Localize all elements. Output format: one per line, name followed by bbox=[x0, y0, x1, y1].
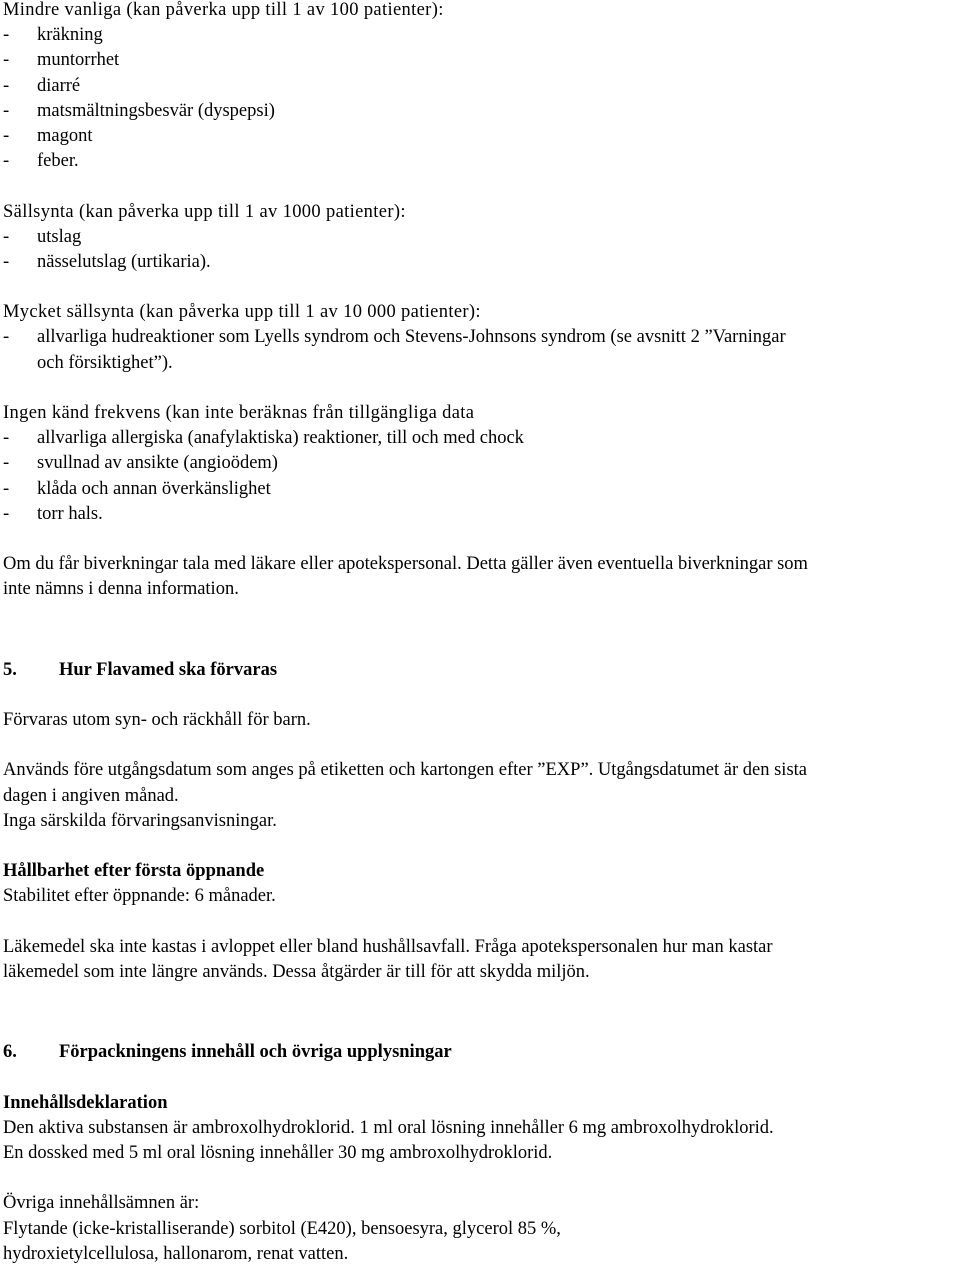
other-ingredients-line: hydroxietylcellulosa, hallonarom, renat vatten. bbox=[3, 1243, 349, 1264]
expiry-paragraph-line: dagen i angiven månad. bbox=[3, 785, 179, 806]
dash: - bbox=[3, 226, 10, 247]
list-item bbox=[3, 124, 953, 149]
list-item bbox=[3, 74, 953, 99]
list-item bbox=[3, 451, 953, 476]
list-item-text: torr hals. bbox=[37, 503, 103, 524]
dash: - bbox=[3, 453, 10, 474]
list-item-text: feber. bbox=[37, 151, 79, 172]
storage-paragraph: Förvaras utom syn- och räckhåll för barn. bbox=[3, 710, 311, 731]
list-item-text: allvarliga hudreaktioner som Lyells syndrom och Stevens-Johnsons syndrom (se avsnitt 2 ”Varningar bbox=[37, 327, 786, 348]
dash: - bbox=[3, 100, 10, 121]
dash: - bbox=[3, 50, 10, 71]
other-ingredients-line: Flytande (icke-kristalliserande) sorbitol (E420), bensoesyra, glycerol 85 %, bbox=[3, 1218, 561, 1239]
other-ingredients-heading: Övriga innehållsämnen är: bbox=[3, 1193, 200, 1214]
list-item bbox=[3, 426, 953, 451]
report-paragraph-line: Om du får biverkningar tala med läkare eller apotekspersonal. Detta gäller även eventuella biverkningar som bbox=[3, 554, 808, 575]
section-title: Hur Flavamed ska förvaras bbox=[59, 659, 278, 680]
list-item bbox=[3, 23, 953, 48]
list-item bbox=[3, 99, 953, 124]
dash: - bbox=[3, 125, 10, 146]
dash: - bbox=[3, 478, 10, 499]
shelf-life-subheading: Hållbarhet efter första öppnande bbox=[3, 861, 265, 882]
list-item-text: nässelutslag (urtikaria). bbox=[37, 251, 211, 272]
list-item-text: matsmältningsbesvär (dyspepsi) bbox=[37, 100, 275, 121]
section-title: Förpackningens innehåll och övriga upplysningar bbox=[59, 1042, 452, 1063]
declaration-subheading: Innehållsdeklaration bbox=[3, 1092, 168, 1113]
list-item bbox=[3, 225, 953, 250]
list-item bbox=[3, 502, 953, 527]
declaration-line: Den aktiva substansen är ambroxolhydroklorid. 1 ml oral lösning innehåller 6 mg ambroxolhydroklorid. bbox=[3, 1117, 774, 1138]
dash: - bbox=[3, 25, 10, 46]
storage-conditions-line: Inga särskilda förvaringsanvisningar. bbox=[3, 810, 277, 831]
dash: - bbox=[3, 151, 10, 172]
leaflet-page bbox=[3, 0, 953, 1267]
list-item-text: magont bbox=[37, 125, 93, 146]
dash: - bbox=[3, 503, 10, 524]
dash: - bbox=[3, 75, 10, 96]
disposal-paragraph-line: läkemedel som inte längre används. Dessa åtgärder är till för att skydda miljön. bbox=[3, 961, 590, 982]
list-item-text: utslag bbox=[37, 226, 82, 247]
list-item-text: klåda och annan överkänslighet bbox=[37, 478, 271, 499]
list-item-text: diarré bbox=[37, 75, 81, 96]
dash: - bbox=[3, 251, 10, 272]
rare-heading: Sällsynta (kan påverka upp till 1 av 1000 patienter): bbox=[3, 201, 406, 222]
list-item-text: kräkning bbox=[37, 25, 103, 46]
stability-line: Stabilitet efter öppnande: 6 månader. bbox=[3, 886, 276, 907]
dash: - bbox=[3, 327, 10, 348]
section-number: 6. bbox=[3, 1042, 17, 1063]
list-item-text: svullnad av ansikte (angioödem) bbox=[37, 453, 278, 474]
list-item-text: muntorrhet bbox=[37, 50, 120, 71]
section-number: 5. bbox=[3, 659, 17, 680]
section-5-heading bbox=[3, 658, 953, 683]
uncommon-heading: Mindre vanliga (kan påverka upp till 1 av 100 patienter): bbox=[3, 0, 444, 20]
unknown-frequency-heading: Ingen känd frekvens (kan inte beräknas från tillgängliga data bbox=[3, 403, 475, 423]
disposal-paragraph-line: Läkemedel ska inte kastas i avloppet eller bland hushållsavfall. Fråga apotekspersonalen hur man kastar bbox=[3, 936, 773, 957]
list-item bbox=[3, 48, 953, 73]
list-item bbox=[3, 149, 953, 174]
declaration-line: En dossked med 5 ml oral lösning innehåller 30 mg ambroxolhydroklorid. bbox=[3, 1143, 553, 1164]
list-item bbox=[3, 250, 953, 275]
dash: - bbox=[3, 428, 10, 449]
expiry-paragraph-line: Används före utgångsdatum som anges på etiketten och kartongen efter ”EXP”. Utgångsdatumet är den sista bbox=[3, 760, 808, 781]
report-paragraph-line: inte nämns i denna information. bbox=[3, 579, 239, 600]
list-item bbox=[3, 477, 953, 502]
list-item-text: allvarliga allergiska (anafylaktiska) reaktioner, till och med chock bbox=[37, 428, 524, 449]
section-6-heading bbox=[3, 1040, 953, 1065]
very-rare-heading: Mycket sällsynta (kan påverka upp till 1 av 10 000 patienter): bbox=[3, 302, 481, 323]
list-item-continuation: och försiktighet”). bbox=[37, 352, 173, 373]
list-item bbox=[3, 325, 953, 350]
